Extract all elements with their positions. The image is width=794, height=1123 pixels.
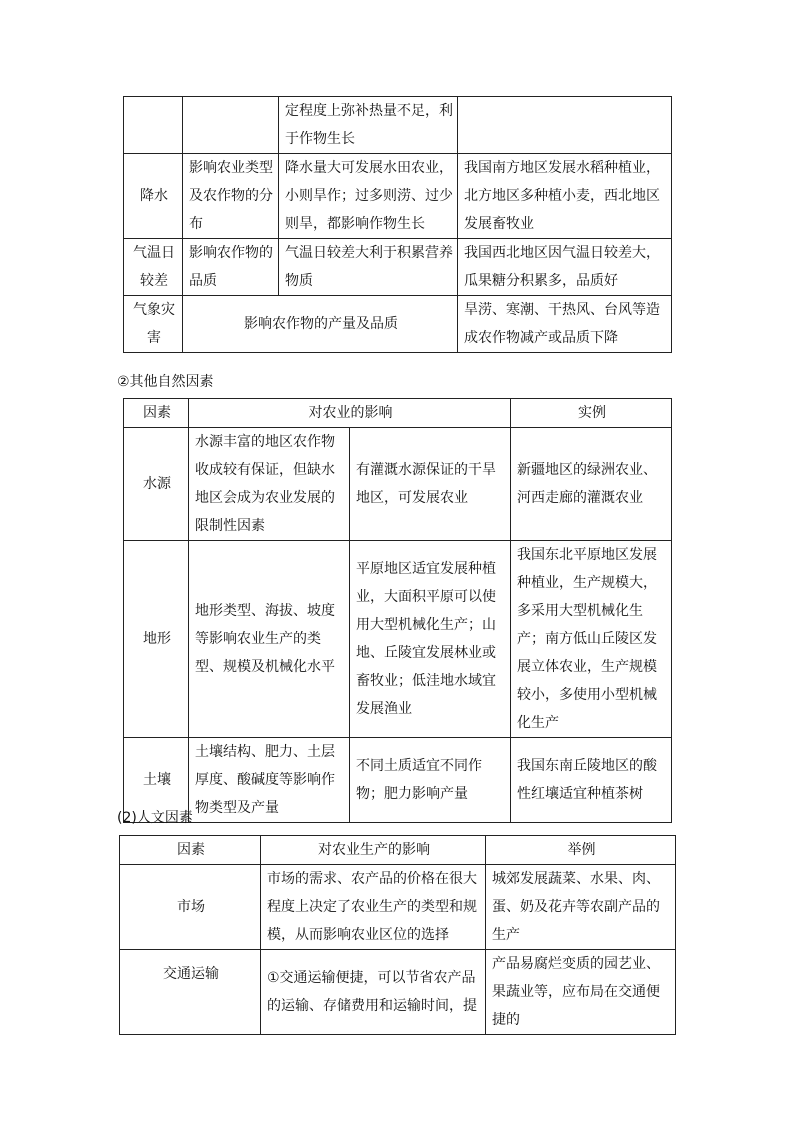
climate-factors-table [123, 96, 672, 353]
table-row [124, 97, 672, 154]
table-header: 因素 [120, 836, 261, 865]
table-cell: 平原地区适宜发展种植业，大面积平原可以使用大型机械化生产；山地、丘陵宜发展林业或畜牧业；低洼地水域宜发展渔业 [350, 541, 511, 738]
table-cell: 地形 [124, 541, 189, 738]
table-cell: 土壤结构、肥力、土层厚度、酸碱度等影响作物类型及产量 [189, 738, 350, 823]
table-cell: 水源 [124, 428, 189, 541]
table-row [124, 239, 672, 296]
table-cell: 地形类型、海拔、坡度等影响农业生产的类型、规模及机械化水平 [189, 541, 350, 738]
table-cell: 降水量大可发展水田农业，小则旱作；过多则涝、过少则旱，都影响作物生长 [279, 154, 458, 239]
table-row [120, 950, 676, 1035]
table-cell: 气温日较差 [124, 239, 183, 296]
table-cell: 定程度上弥补热量不足，利于作物生长 [279, 97, 458, 154]
table-cell: ①交通运输便捷，可以节省农产品的运输、存储费用和运输时间，提 [261, 950, 486, 1035]
table-row [124, 738, 672, 823]
table-cell: 市场的需求、农产品的价格在很大程度上决定了农业生产的类型和规模，从而影响农业区位的选择 [261, 865, 486, 950]
table-cell: 城郊发展蔬菜、水果、肉、蛋、奶及花卉等农副产品的生产 [486, 865, 676, 950]
table-row [124, 428, 672, 541]
table-cell: 影响农作物的品质 [183, 239, 279, 296]
other-natural-factors-table [123, 398, 672, 823]
table-cell: 影响农作物的产量及品质 [183, 296, 458, 353]
table-row [124, 296, 672, 353]
human-factors-table [119, 835, 676, 1035]
table-cell: 我国东南丘陵地区的酸性红壤适宜种植茶树 [511, 738, 672, 823]
section-heading: ②其他自然因素 [117, 374, 214, 390]
table-cell [183, 97, 279, 154]
table-cell: 影响农业类型及农作物的分布 [183, 154, 279, 239]
table-header: 对农业生产的影响 [261, 836, 486, 865]
table-cell: 市场 [120, 865, 261, 950]
table-cell: 气象灾害 [124, 296, 183, 353]
table-cell: 气温日较差大利于积累营养物质 [279, 239, 458, 296]
table-cell: 交通运输 [120, 950, 261, 1035]
table-row [124, 154, 672, 239]
table-cell: 降水 [124, 154, 183, 239]
table-cell: 旱涝、寒潮、干热风、台风等造成农作物减产或品质下降 [458, 296, 672, 353]
table-row [120, 865, 676, 950]
table-header: 举例 [486, 836, 676, 865]
table-row [124, 541, 672, 738]
table-cell: 我国西北地区因气温日较差大，瓜果糖分积累多，品质好 [458, 239, 672, 296]
table-cell: 我国南方地区发展水稻种植业，北方地区多种植小麦，西北地区发展畜牧业 [458, 154, 672, 239]
table-cell: 有灌溉水源保证的干旱地区，可发展农业 [350, 428, 511, 541]
table-header-row [124, 399, 672, 428]
table-cell: 不同土质适宜不同作物；肥力影响产量 [350, 738, 511, 823]
table-cell: 我国东北平原地区发展种植业，生产规模大，多采用大型机械化生产；南方低山丘陵区发展立体农业，生产规模较小，多使用小型机械化生产 [511, 541, 672, 738]
table-cell: 新疆地区的绿洲农业、河西走廊的灌溉农业 [511, 428, 672, 541]
table-cell: 水源丰富的地区农作物收成较有保证，但缺水地区会成为农业发展的限制性因素 [189, 428, 350, 541]
table-header: 实例 [511, 399, 672, 428]
table-cell: 产品易腐烂变质的园艺业、果蔬业等，应布局在交通便捷的 [486, 950, 676, 1035]
table-header-row [120, 836, 676, 865]
table-header: 因素 [124, 399, 189, 428]
table-header: 对农业的影响 [189, 399, 511, 428]
table-cell [458, 97, 672, 154]
table-cell [124, 97, 183, 154]
section-heading: (2)人文因素 [117, 810, 193, 826]
table-cell: 土壤 [124, 738, 189, 823]
